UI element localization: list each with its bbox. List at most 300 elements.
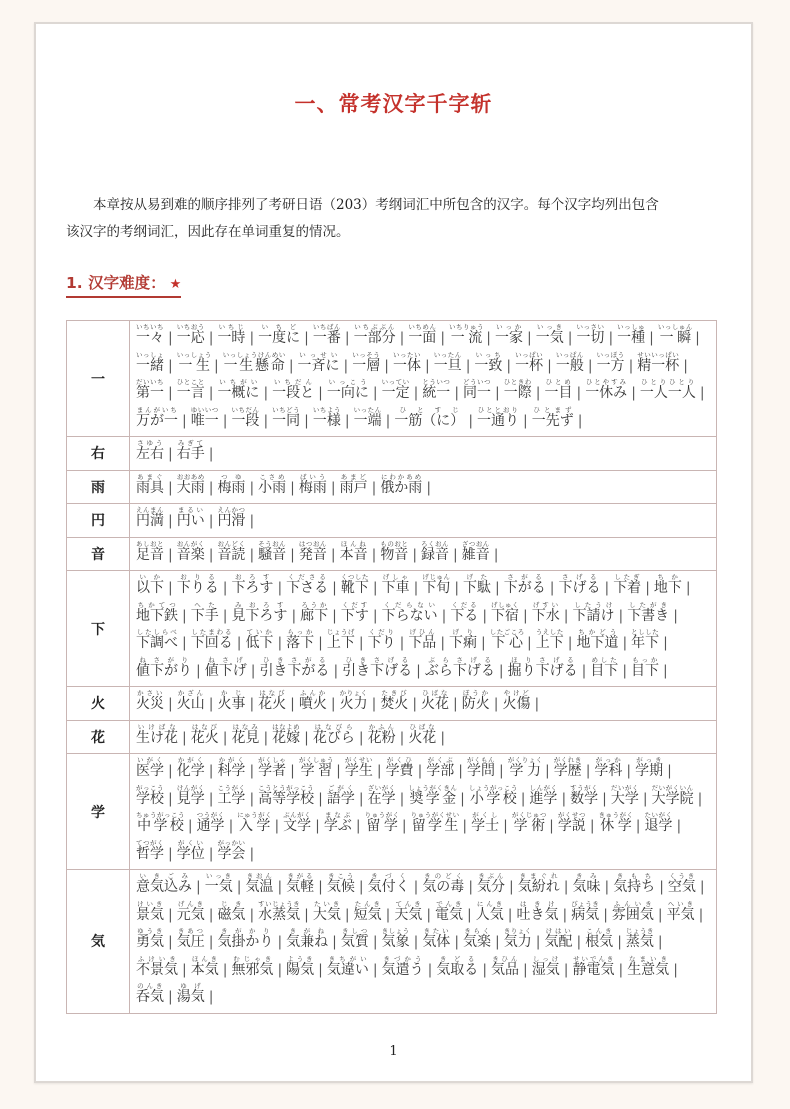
- kanji-cell: 雨: [67, 470, 130, 504]
- vocab-word: [599, 811, 645, 839]
- separator: |: [208, 934, 214, 950]
- vocab-word: [136, 955, 191, 983]
- furigana: がくせい: [344, 756, 373, 764]
- furigana: おろす: [231, 573, 274, 581]
- vocab-word: [217, 927, 286, 955]
- word-text: 見下ろす: [231, 607, 288, 624]
- vocab-word: [425, 656, 508, 684]
- separator: |: [454, 385, 460, 401]
- furigana: ひときわ: [503, 378, 532, 386]
- vocab-word: [380, 689, 421, 717]
- kanji-cell: 円: [67, 504, 130, 538]
- vocab-word: [382, 378, 423, 406]
- vocab-cell: [130, 321, 717, 437]
- separator: |: [371, 479, 377, 496]
- vocab-word: [554, 756, 595, 784]
- separator: |: [372, 385, 378, 401]
- separator: |: [622, 662, 628, 679]
- document-page: [34, 22, 753, 1083]
- vocab-word: [286, 872, 327, 900]
- vocab-word: [217, 323, 258, 351]
- section-heading: [66, 271, 181, 298]
- vocab-word: [341, 927, 382, 955]
- vocab-word: [652, 784, 707, 812]
- separator: |: [441, 607, 447, 624]
- word-text: 一々: [136, 330, 164, 346]
- table-row: [67, 687, 717, 721]
- separator: |: [222, 580, 228, 596]
- vocab-word: [613, 872, 668, 900]
- vocab-word: [197, 811, 238, 839]
- furigana: ひばな: [421, 689, 450, 697]
- separator: |: [626, 763, 632, 779]
- furigana: いちよう: [312, 405, 341, 414]
- vocab-word: [382, 927, 423, 955]
- vocab-word: [177, 323, 218, 351]
- word-text: 学生: [344, 763, 373, 779]
- separator: |: [576, 934, 582, 950]
- vocab-word: [572, 872, 613, 900]
- word-text: 円満: [136, 513, 164, 529]
- vocab-word: [576, 628, 631, 656]
- word-text: 気付く: [367, 879, 410, 895]
- separator: |: [385, 412, 391, 429]
- separator: |: [372, 961, 378, 978]
- separator: |: [290, 546, 295, 563]
- word-text: 音楽: [176, 546, 205, 563]
- separator: |: [467, 906, 472, 923]
- separator: |: [208, 513, 214, 529]
- separator: |: [168, 934, 173, 950]
- furigana: したぎ: [613, 573, 642, 581]
- furigana: げんき: [176, 899, 205, 908]
- word-text: 雨戸: [339, 479, 368, 496]
- vocab-word: [258, 756, 299, 784]
- word-text: 廊下: [300, 607, 329, 624]
- separator: |: [561, 790, 567, 807]
- furigana: きどる: [436, 954, 479, 963]
- separator: |: [413, 934, 419, 950]
- furigana: そうおん: [258, 539, 287, 548]
- vocab-word: [612, 900, 667, 928]
- separator: |: [486, 330, 491, 346]
- furigana: ひととおり: [477, 405, 520, 414]
- separator: |: [168, 763, 173, 779]
- chapter-title: 一、常考汉字千字斩: [294, 92, 493, 116]
- table-row: [67, 437, 717, 471]
- furigana: ふけいき: [136, 954, 178, 963]
- vocab-word: [508, 756, 554, 784]
- word-text: 学部: [426, 763, 455, 779]
- word-text: 天気: [394, 906, 423, 923]
- furigana: ざいがく: [367, 783, 396, 792]
- vocab-word: [382, 955, 437, 983]
- furigana: たんき: [353, 899, 382, 908]
- word-text: ぶら下げる: [424, 662, 495, 679]
- vocab-word: [341, 601, 382, 629]
- furigana: きづく: [367, 872, 410, 880]
- furigana: いっこう: [326, 378, 369, 386]
- furigana: いっち: [474, 350, 503, 359]
- vocab-word: [558, 573, 613, 601]
- table-row: [67, 720, 717, 754]
- vocab-word: [327, 784, 368, 812]
- separator: |: [236, 635, 242, 651]
- furigana: むじゃき: [231, 954, 274, 963]
- vocab-word: [245, 628, 286, 656]
- vocab-word: [258, 784, 327, 812]
- word-text: 目下: [631, 662, 660, 679]
- furigana: したごころ: [489, 628, 525, 636]
- word-text: 物音: [380, 546, 409, 563]
- furigana: したしらべ: [136, 628, 178, 636]
- vocab-word: [217, 839, 258, 867]
- separator: |: [683, 357, 688, 374]
- separator: |: [208, 479, 214, 496]
- furigana: がくじゅつ: [511, 811, 547, 819]
- furigana: がくい: [176, 838, 205, 847]
- vocab-word: [258, 540, 299, 568]
- furigana: いちじ: [217, 323, 246, 331]
- vocab-word: [177, 839, 218, 867]
- separator: |: [562, 906, 568, 923]
- vocab-word: [645, 811, 686, 839]
- word-text: 気取る: [436, 961, 479, 978]
- furigana: はなび: [190, 722, 219, 731]
- separator: |: [635, 818, 641, 834]
- word-text: 花粉: [367, 729, 396, 746]
- vocab-word: [237, 811, 283, 839]
- separator: |: [222, 961, 228, 978]
- word-text: 以下: [136, 580, 164, 596]
- separator: |: [249, 546, 255, 563]
- vocab-word: [258, 473, 299, 501]
- word-text: 発音: [298, 546, 327, 563]
- word-text: 大気: [312, 906, 341, 923]
- separator: |: [355, 818, 361, 834]
- furigana: きひん: [491, 954, 520, 963]
- word-text: 一部分: [353, 330, 396, 346]
- furigana: こさめ: [258, 472, 287, 481]
- separator: |: [424, 357, 430, 374]
- furigana: はなびら: [312, 722, 355, 731]
- table-row: [67, 571, 717, 687]
- separator: |: [399, 635, 405, 651]
- word-text: 一致: [474, 357, 503, 374]
- furigana: ばいう: [298, 472, 327, 481]
- vocab-word: [191, 628, 246, 656]
- word-text: 下さる: [286, 580, 329, 596]
- vocab-word: [177, 473, 218, 501]
- furigana: したがき: [627, 600, 670, 609]
- furigana: たきび: [380, 689, 409, 697]
- separator: |: [482, 607, 488, 624]
- word-text: 医学: [136, 763, 164, 779]
- furigana: くつした: [340, 573, 369, 581]
- vocab-word: [434, 351, 475, 379]
- vocab-word: [258, 900, 313, 928]
- word-text: 通学: [196, 818, 225, 834]
- vocab-word: [435, 900, 476, 928]
- word-text: 一家: [495, 330, 523, 346]
- separator: |: [685, 580, 691, 596]
- word-text: 唯一: [190, 412, 219, 429]
- word-text: 勇気: [136, 934, 164, 950]
- furigana: ひばな: [408, 722, 437, 731]
- word-text: 吐き気: [516, 906, 559, 923]
- separator: |: [182, 729, 187, 746]
- vocab-word: [340, 540, 381, 568]
- word-text: 花火: [258, 696, 287, 712]
- word-text: 留学: [364, 818, 400, 834]
- word-text: 一旦: [433, 357, 462, 374]
- word-text: 花嫁: [272, 729, 301, 746]
- word-text: 落下: [286, 635, 315, 651]
- word-text: 一杯: [515, 357, 544, 374]
- kanji-cell: 学: [67, 754, 130, 870]
- word-text: 一端: [353, 412, 382, 429]
- word-text: 円い: [176, 513, 205, 529]
- word-text: 気力: [503, 934, 532, 950]
- word-text: 気質: [340, 934, 369, 950]
- vocab-word: [136, 756, 177, 784]
- separator: |: [182, 635, 187, 651]
- word-text: 下回る: [190, 635, 233, 651]
- word-text: 学科: [594, 763, 623, 779]
- furigana: がくしゅう: [298, 756, 334, 764]
- furigana: くださる: [286, 573, 329, 581]
- separator: |: [427, 961, 433, 978]
- furigana: いけばな: [136, 722, 178, 731]
- furigana: つゆ: [217, 472, 246, 481]
- furigana: げじゅん: [422, 573, 451, 581]
- separator: |: [535, 934, 541, 950]
- separator: |: [468, 412, 474, 429]
- word-text: 景気: [136, 906, 164, 923]
- separator: |: [697, 790, 703, 807]
- furigana: しょうがくきん: [408, 783, 458, 792]
- vocab-word: [324, 811, 365, 839]
- word-text: 気掛かり: [217, 934, 274, 950]
- word-text: 短気: [353, 906, 382, 923]
- furigana: ひとすじ: [394, 405, 465, 414]
- furigana: みぎて: [176, 439, 205, 447]
- separator: |: [228, 818, 234, 834]
- word-text: 焚火: [380, 696, 409, 712]
- vocab-word: [504, 378, 545, 406]
- separator: |: [208, 989, 214, 1005]
- furigana: いきごみ: [136, 872, 192, 880]
- vocab-word: [299, 473, 340, 501]
- vocab-word: [637, 351, 692, 379]
- word-text: 第一: [136, 385, 164, 401]
- vocab-word: [421, 689, 462, 717]
- vocab-word: [585, 927, 626, 955]
- word-text: 留学生: [410, 818, 460, 834]
- word-text: 一瞬: [657, 330, 693, 346]
- separator: |: [249, 696, 255, 712]
- vocab-word: [518, 872, 573, 900]
- word-text: 学術: [511, 818, 547, 834]
- word-text: 梅雨: [298, 479, 327, 496]
- furigana: へた: [190, 600, 219, 609]
- furigana: いか: [136, 573, 164, 581]
- word-text: 休学: [598, 818, 634, 834]
- vocab-word: [177, 784, 218, 812]
- separator: |: [589, 818, 595, 834]
- furigana: えんかつ: [217, 506, 246, 514]
- word-text: 一斉に: [297, 357, 340, 374]
- furigana: がくし: [471, 811, 500, 819]
- furigana: だいがく: [610, 783, 639, 792]
- separator: |: [413, 879, 419, 895]
- word-text: 空気: [667, 879, 696, 895]
- furigana: たいき: [312, 899, 341, 908]
- word-text: 一種: [617, 330, 646, 346]
- separator: |: [581, 662, 587, 679]
- word-text: 一向に: [326, 385, 369, 401]
- separator: |: [291, 607, 297, 624]
- word-text: 一同: [272, 412, 301, 429]
- separator: |: [523, 412, 528, 429]
- separator: |: [182, 412, 187, 429]
- furigana: きしつ: [340, 927, 369, 935]
- word-text: 火災: [136, 696, 164, 712]
- separator: |: [417, 763, 423, 779]
- furigana: おんどく: [217, 539, 246, 548]
- furigana: くだす: [340, 600, 369, 609]
- separator: |: [318, 635, 323, 651]
- vocab-word: [490, 628, 536, 656]
- vocab-word: [313, 323, 354, 351]
- furigana: ゆいいつ: [190, 405, 219, 414]
- vocab-word: [259, 656, 342, 684]
- vocab-word: [136, 982, 177, 1010]
- word-text: 気圧: [176, 934, 205, 950]
- furigana: たいがく: [644, 811, 673, 819]
- furigana: したうけ: [572, 600, 615, 609]
- word-text: 騒音: [258, 546, 287, 563]
- vocab-word: [217, 756, 258, 784]
- furigana: あしおと: [136, 539, 164, 548]
- furigana: ねさげ: [204, 655, 247, 664]
- furigana: かじ: [217, 689, 246, 697]
- vocab-word: [393, 351, 434, 379]
- vocab-word: [585, 378, 640, 406]
- separator: |: [249, 790, 255, 807]
- separator: |: [249, 513, 255, 529]
- vocab-word: [177, 378, 218, 406]
- word-text: 一段と: [272, 385, 315, 401]
- word-text: 意気込み: [136, 879, 192, 895]
- separator: |: [249, 763, 255, 779]
- word-text: 蒸気: [625, 934, 654, 950]
- vocab-word: [572, 955, 627, 983]
- word-text: 一様: [312, 412, 341, 429]
- separator: |: [277, 635, 283, 651]
- separator: |: [604, 879, 610, 895]
- furigana: ゆげ: [176, 982, 205, 990]
- word-text: 下る: [450, 607, 479, 624]
- separator: |: [465, 357, 471, 374]
- vocab-word: [477, 406, 532, 434]
- word-text: 学力: [507, 763, 543, 779]
- word-text: 下駄: [463, 580, 492, 596]
- vocab-cell: [130, 870, 717, 1014]
- furigana: のんき: [136, 982, 164, 990]
- furigana: かざん: [176, 689, 205, 697]
- separator: |: [628, 357, 634, 374]
- word-text: 値下げ: [204, 662, 247, 679]
- furigana: いっしょう: [176, 350, 212, 359]
- word-text: 学期: [635, 763, 664, 779]
- furigana: きまぐれ: [517, 872, 560, 880]
- separator: |: [401, 818, 407, 834]
- furigana: しっけ: [531, 954, 560, 963]
- word-text: 気候: [326, 879, 355, 895]
- word-text: 一人一人: [639, 385, 696, 401]
- vocab-word: [300, 601, 341, 629]
- word-text: 湯気: [176, 989, 205, 1005]
- vocab-cell: [130, 537, 717, 571]
- furigana: はなみ: [231, 722, 260, 731]
- vocab-word: [512, 811, 558, 839]
- furigana: かがく: [217, 756, 246, 764]
- vocab-word: [354, 406, 395, 434]
- kanji-cell: 花: [67, 720, 130, 754]
- word-text: 録音: [421, 546, 450, 563]
- word-text: 無邪気: [231, 961, 274, 978]
- furigana: がくひ: [385, 756, 414, 764]
- word-text: 年下: [631, 635, 660, 651]
- separator: |: [695, 330, 700, 346]
- vocab-word: [136, 378, 177, 406]
- furigana: ひとめ: [544, 378, 573, 386]
- vocab-word: [658, 323, 704, 351]
- furigana: きみ: [572, 872, 601, 880]
- vocab-word: [386, 756, 427, 784]
- separator: |: [453, 696, 458, 712]
- vocab-word: [532, 601, 573, 629]
- vocab-word: [136, 601, 191, 629]
- word-text: 学位: [176, 845, 205, 862]
- intro-paragraph: [66, 192, 721, 246]
- separator: |: [642, 790, 648, 807]
- separator: |: [563, 961, 569, 978]
- separator: |: [454, 580, 460, 596]
- furigana: かふん: [367, 722, 396, 731]
- table-row: [67, 470, 717, 504]
- separator: |: [208, 546, 214, 563]
- separator: |: [506, 357, 512, 374]
- vocab-word: [217, 540, 258, 568]
- vocab-word: [136, 872, 205, 900]
- furigana: ろうか: [300, 600, 329, 609]
- separator: |: [462, 818, 468, 834]
- separator: |: [236, 879, 242, 895]
- furigana: いちどう: [272, 405, 301, 414]
- furigana: ねさがり: [136, 655, 192, 664]
- separator: |: [608, 330, 614, 346]
- furigana: どういつ: [463, 378, 492, 386]
- separator: |: [458, 763, 463, 779]
- furigana: にゅうがく: [237, 811, 273, 819]
- vocab-word: [421, 540, 462, 568]
- separator: |: [493, 546, 499, 563]
- separator: |: [208, 763, 214, 779]
- furigana: いっせい: [297, 350, 340, 359]
- separator: |: [304, 330, 309, 346]
